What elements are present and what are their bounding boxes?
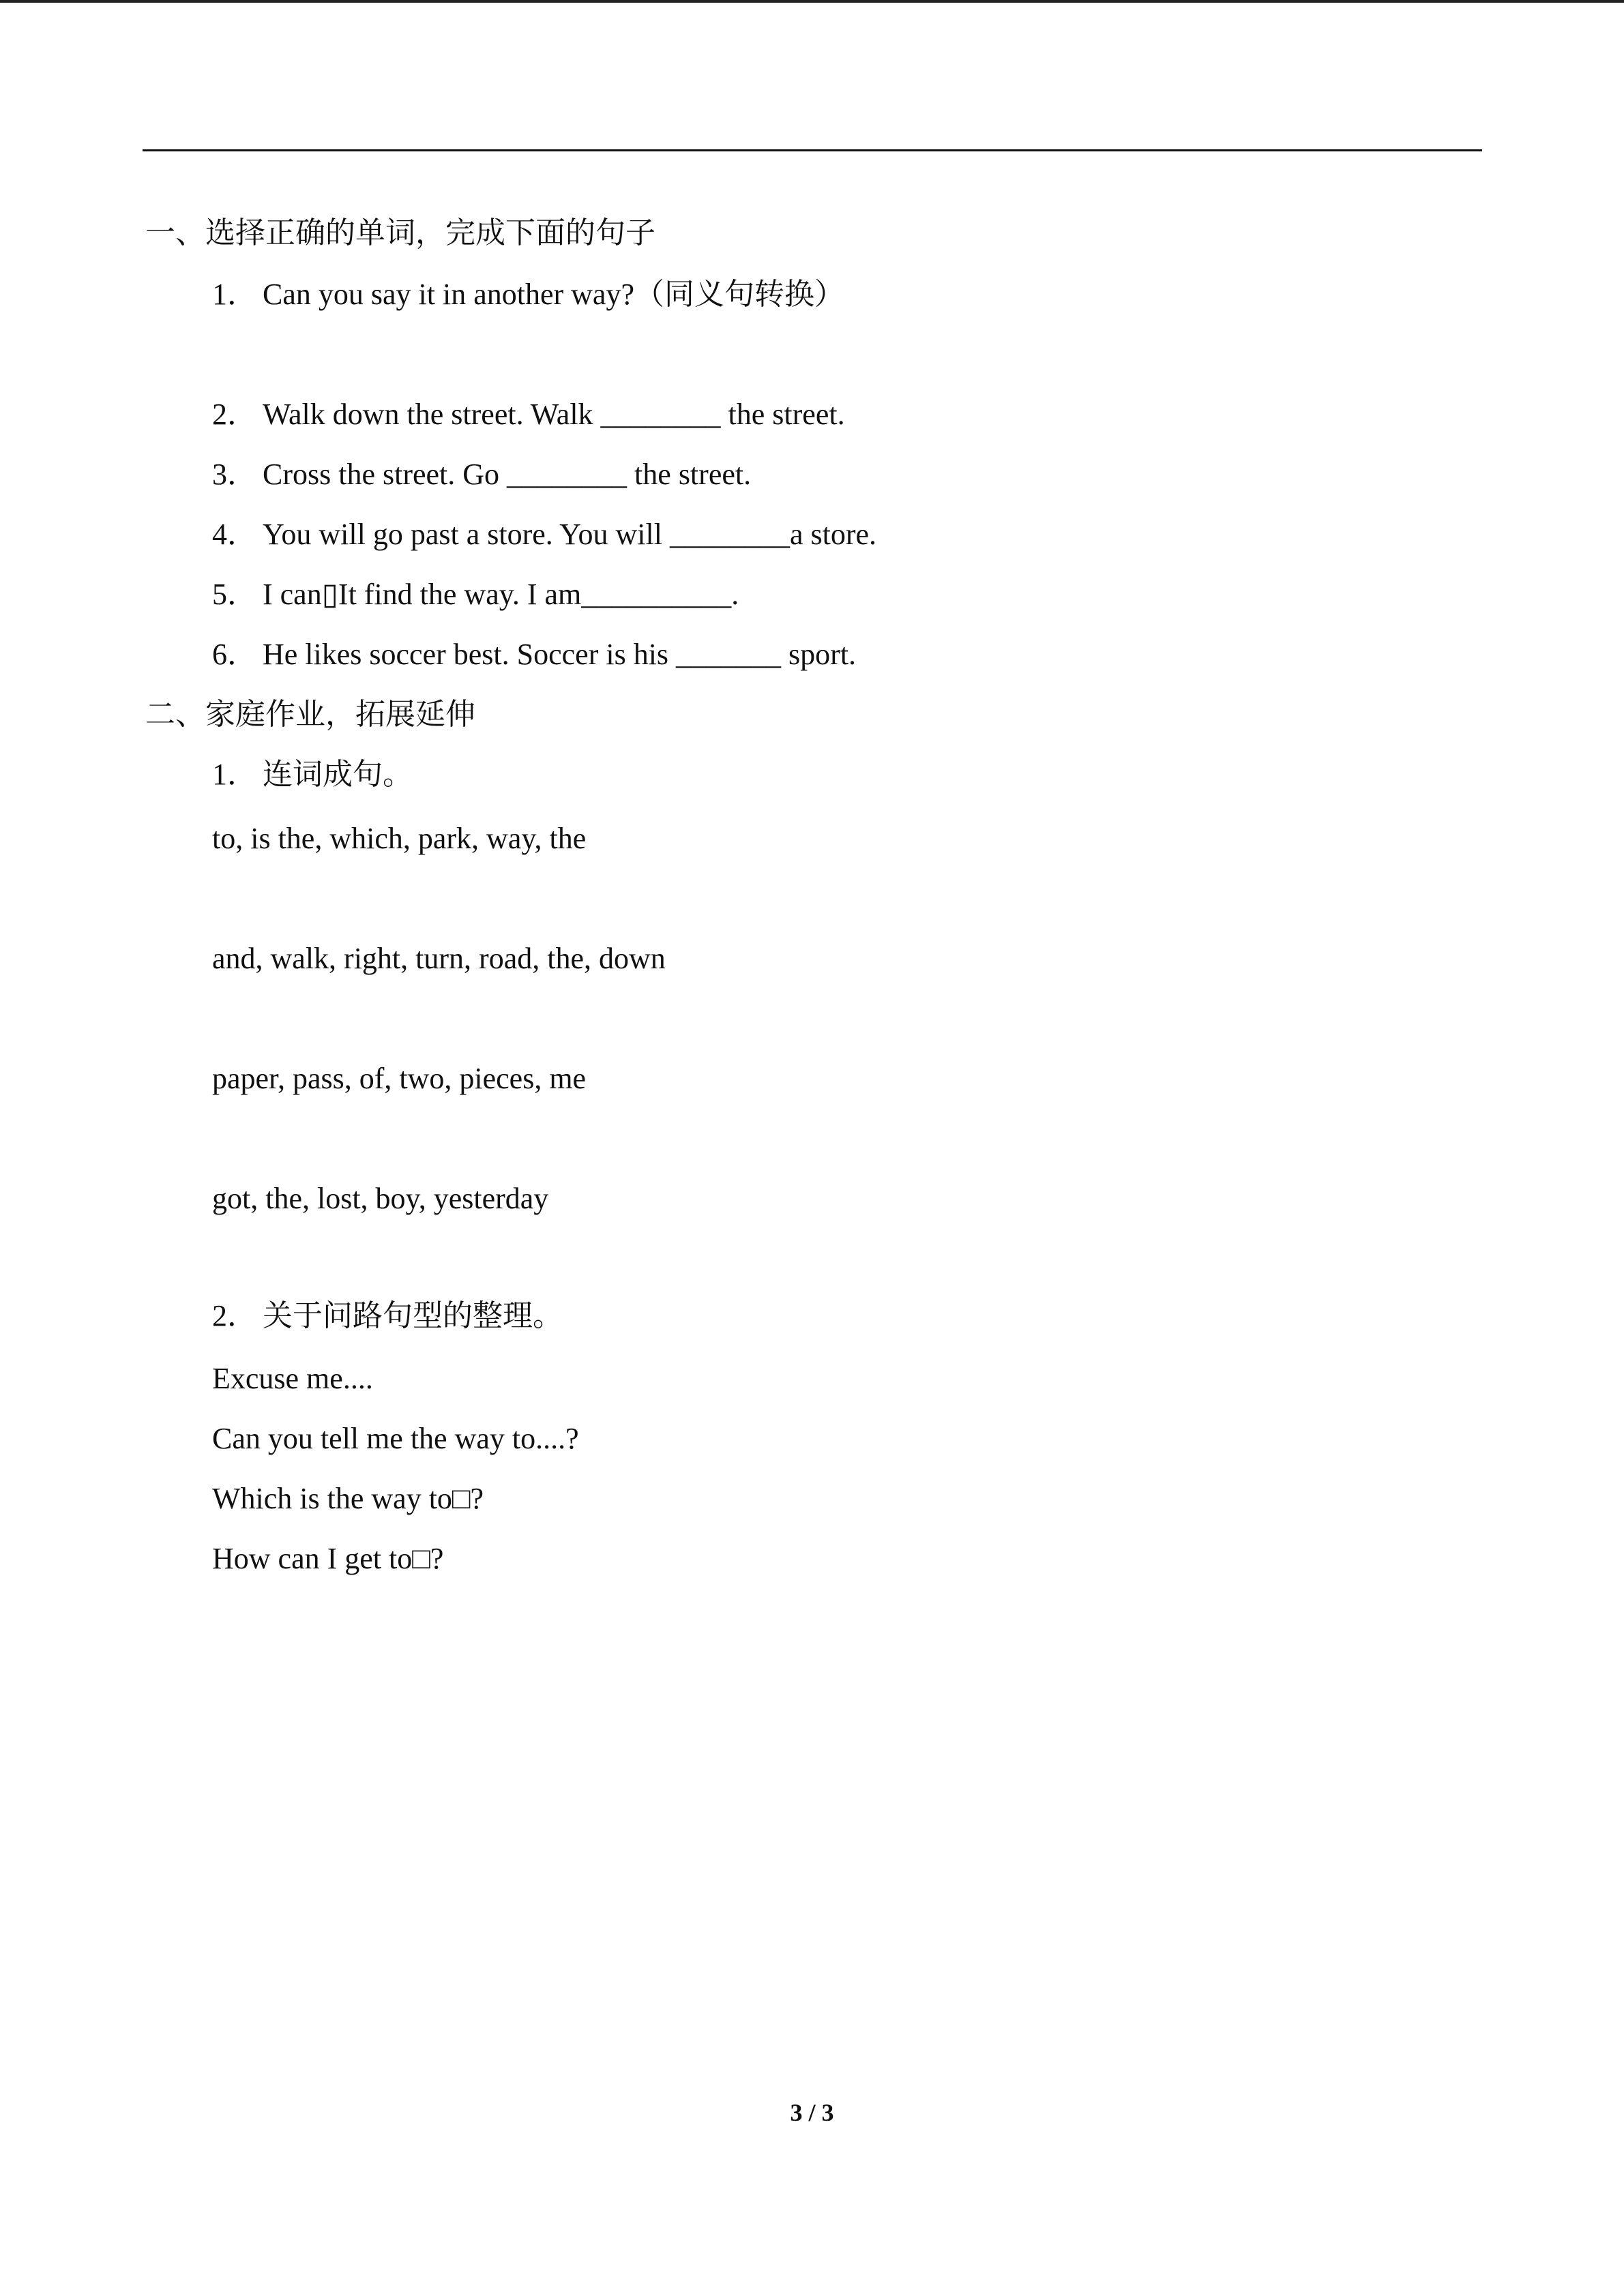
section-1-item-2 — [212, 396, 845, 434]
section-2-task-2 — [212, 1297, 563, 1335]
item-number: 6． — [212, 638, 257, 671]
phrase-3: paper, pass, of, two, pieces, me — [212, 1062, 587, 1095]
phrase-4: got, the, lost, boy, yesterday — [212, 1182, 549, 1215]
sentence-2: Can you tell me the way to....? — [212, 1422, 579, 1455]
item-text: Can you say it in another way?（同义句转换） — [263, 278, 844, 311]
page-top-border — [0, 0, 1624, 3]
sentence-1: Excuse me.... — [212, 1362, 373, 1395]
task-number: 2． — [212, 1299, 257, 1332]
task-text: 连词成句。 — [263, 758, 413, 791]
task-number: 1． — [212, 758, 257, 791]
item-number: 5． — [212, 578, 257, 611]
section-1-item-4 — [212, 516, 876, 554]
section-1-item-6 — [212, 636, 856, 674]
item-text: Cross the street. Go ________ the street. — [263, 458, 752, 491]
item-number: 3． — [212, 458, 257, 491]
item-text: You will go past a store. You will ________a store. — [263, 518, 877, 551]
header-rule — [143, 149, 1482, 151]
section-1-item-3 — [212, 456, 751, 494]
item-text: I can▯It find the way. I am__________. — [263, 578, 739, 611]
page-number: 3 / 3 — [790, 2099, 834, 2126]
item-number: 2． — [212, 398, 257, 431]
sentence-4: How can I get to□? — [212, 1542, 444, 1575]
section-1-item-1 — [212, 275, 844, 314]
phrase-2: and, walk, right, turn, road, the, down — [212, 942, 666, 975]
item-text: He likes soccer best. Soccer is his _______ sport. — [263, 638, 857, 671]
phrase-1: to, is the, which, park, way, the — [212, 822, 587, 855]
item-number: 4． — [212, 518, 257, 551]
section-2-title: 二、家庭作业，拓展延伸 — [145, 698, 475, 731]
item-number: 1． — [212, 278, 257, 311]
section-1-title: 一、选择正确的单词，完成下面的句子 — [145, 216, 655, 250]
sentence-3: Which is the way to□? — [212, 1482, 484, 1515]
section-1-item-5 — [212, 576, 739, 614]
task-text: 关于问路句型的整理。 — [263, 1299, 563, 1332]
item-text: Walk down the street. Walk ________ the street. — [263, 398, 845, 431]
section-2-task-1 — [212, 756, 413, 794]
